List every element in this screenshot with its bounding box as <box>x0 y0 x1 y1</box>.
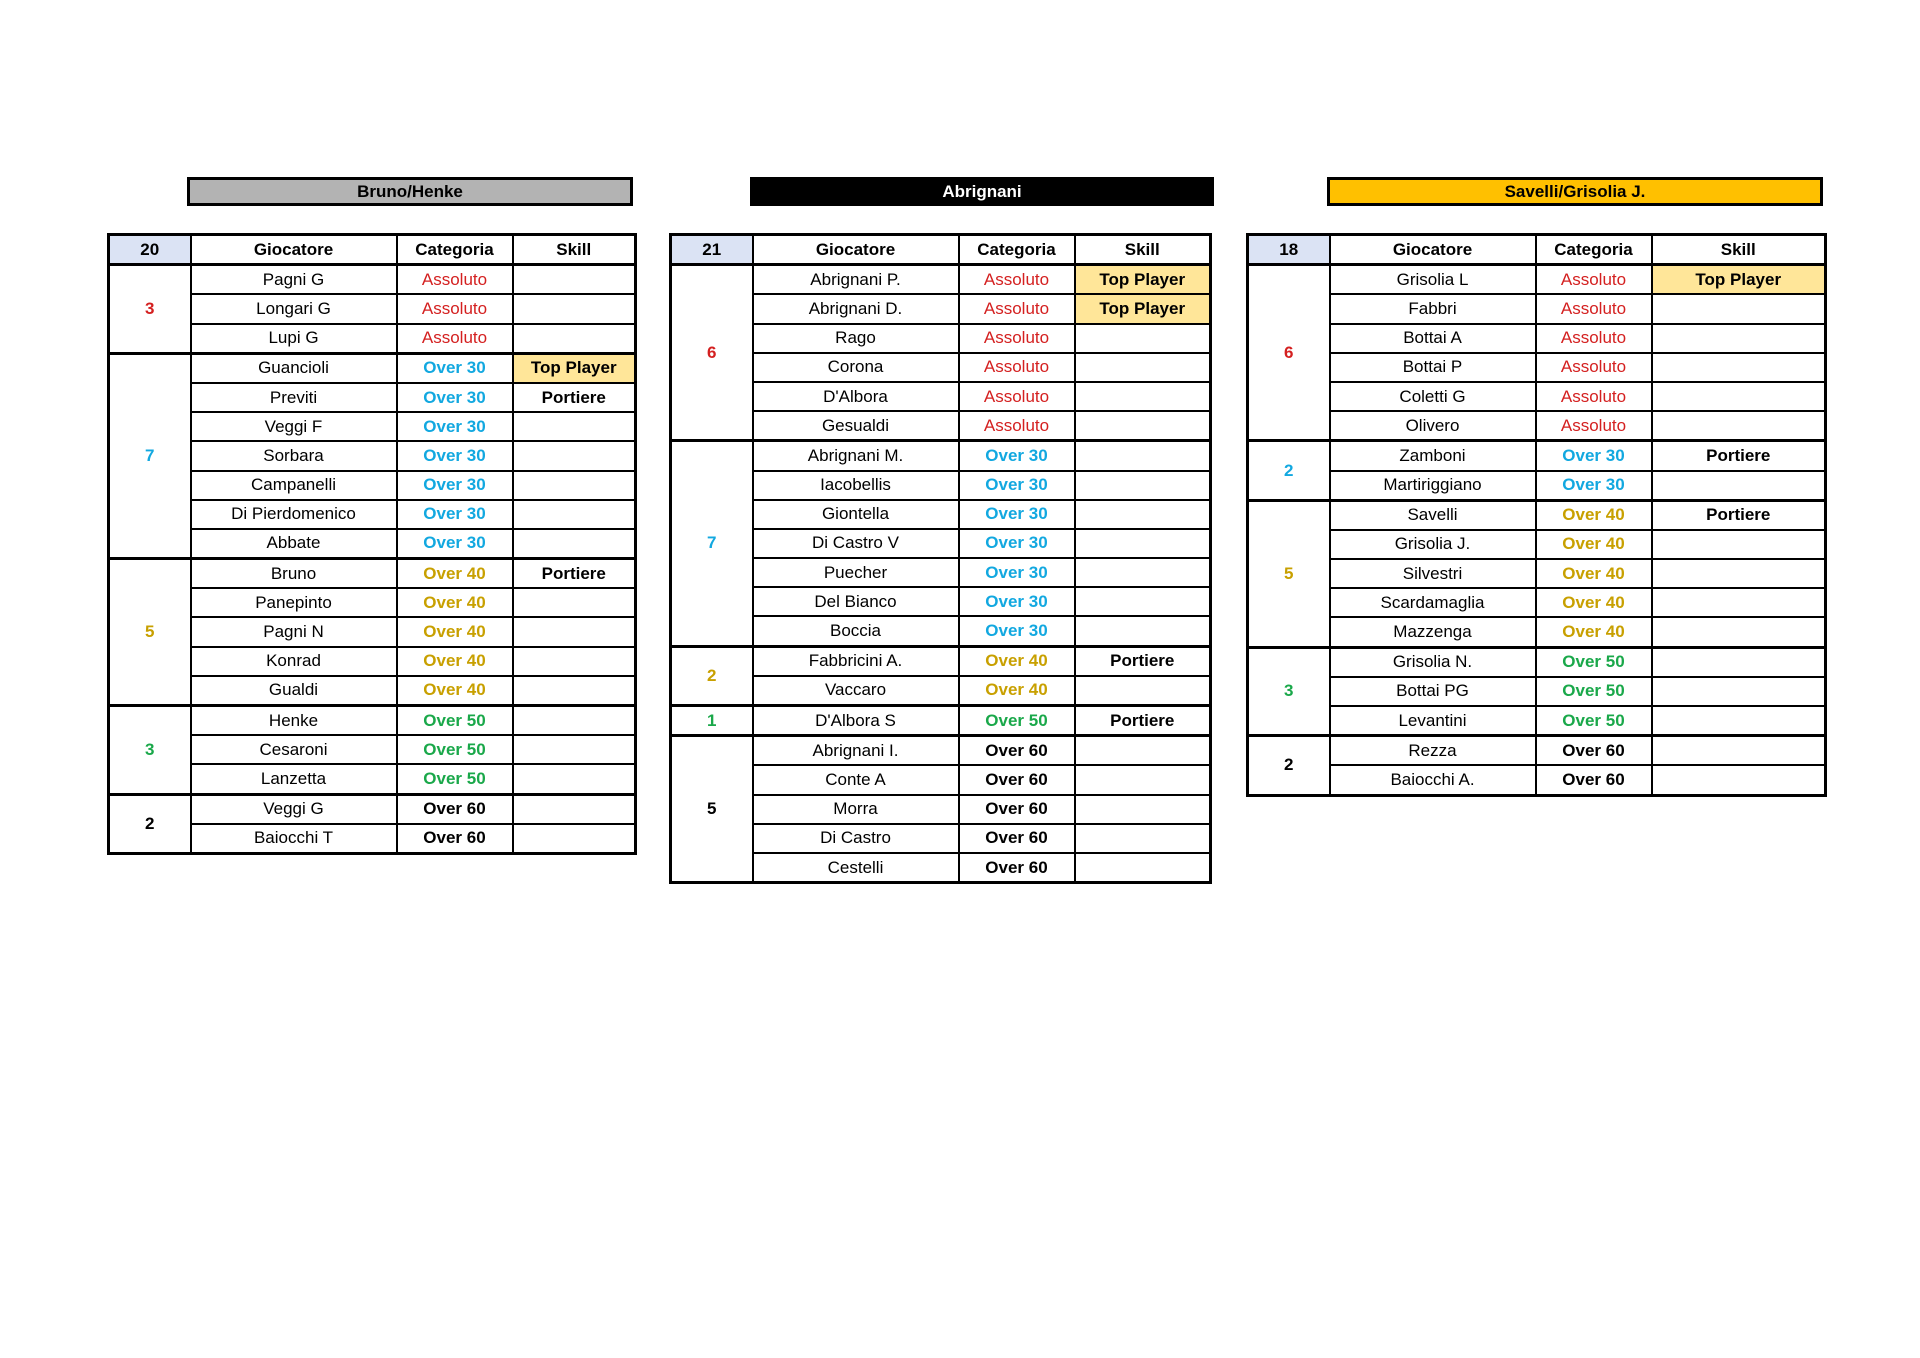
table-row <box>1248 559 1826 588</box>
player-category: Over 50 <box>1536 706 1652 736</box>
player-category: Assoluto <box>959 382 1075 411</box>
team-roster-table <box>107 233 637 855</box>
player-skill <box>513 471 636 500</box>
player-name: Veggi F <box>191 412 397 441</box>
player-name: Silvestri <box>1330 559 1536 588</box>
team-total: 18 <box>1248 235 1330 265</box>
player-skill: Portiere <box>1075 646 1211 676</box>
player-skill <box>1075 471 1211 500</box>
player-category: Over 30 <box>959 471 1075 500</box>
player-skill <box>1075 353 1211 382</box>
player-name: Olivero <box>1330 411 1536 441</box>
player-name: Previti <box>191 383 397 412</box>
player-name: Sorbara <box>191 441 397 470</box>
table-row <box>1248 411 1826 441</box>
player-name: Martiriggiano <box>1330 471 1536 501</box>
team-name: Abrignani <box>942 181 1022 201</box>
player-category: Over 60 <box>397 824 513 854</box>
table-row <box>1248 471 1826 501</box>
player-category: Over 40 <box>397 588 513 617</box>
table-row <box>1248 324 1826 353</box>
player-skill <box>1652 411 1826 441</box>
player-name: Iacobellis <box>753 471 959 500</box>
player-category: Over 50 <box>1536 677 1652 706</box>
player-category: Over 60 <box>1536 765 1652 795</box>
group-count: 2 <box>1248 736 1330 795</box>
player-skill <box>1652 588 1826 617</box>
player-skill <box>1075 500 1211 529</box>
group-count: 1 <box>671 706 753 736</box>
player-name: Baiocchi T <box>191 824 397 854</box>
table-row <box>1248 265 1826 295</box>
player-skill <box>1075 616 1211 646</box>
player-category: Over 30 <box>959 529 1075 558</box>
player-category: Over 30 <box>397 412 513 441</box>
table-row <box>1248 353 1826 382</box>
player-category: Over 30 <box>959 616 1075 646</box>
player-name: Cesaroni <box>191 735 397 764</box>
player-category: Over 30 <box>1536 441 1652 471</box>
player-skill: Portiere <box>1652 500 1826 530</box>
player-name: Grisolia J. <box>1330 530 1536 559</box>
table-row <box>1248 588 1826 617</box>
player-name: Henke <box>191 706 397 736</box>
team-total: 21 <box>671 235 753 265</box>
player-skill <box>513 824 636 854</box>
player-category: Assoluto <box>1536 353 1652 382</box>
player-category: Assoluto <box>397 324 513 354</box>
player-name: Grisolia L <box>1330 265 1536 295</box>
player-category: Over 30 <box>1536 471 1652 501</box>
player-skill <box>513 500 636 529</box>
player-name: D'Albora <box>753 382 959 411</box>
player-name: Scardamaglia <box>1330 588 1536 617</box>
player-category: Over 60 <box>959 765 1075 794</box>
player-name: Levantini <box>1330 706 1536 736</box>
table-row <box>1248 294 1826 323</box>
column-header-category: Categoria <box>1536 235 1652 265</box>
player-name: Abrignani P. <box>753 265 959 295</box>
table-row <box>109 559 636 589</box>
table-row <box>1248 530 1826 559</box>
table-row <box>1248 382 1826 411</box>
group-count: 3 <box>109 265 191 354</box>
table-row <box>1248 441 1826 471</box>
player-skill <box>1652 530 1826 559</box>
player-name: Di Pierdomenico <box>191 500 397 529</box>
player-skill <box>1075 558 1211 587</box>
player-category: Over 40 <box>959 646 1075 676</box>
player-category: Over 40 <box>1536 617 1652 647</box>
player-skill <box>1652 294 1826 323</box>
player-skill <box>1075 795 1211 824</box>
player-skill <box>1652 765 1826 795</box>
table-row <box>109 794 636 824</box>
table-row <box>109 706 636 736</box>
player-category: Over 60 <box>959 795 1075 824</box>
player-name: Veggi G <box>191 794 397 824</box>
player-skill: Top Player <box>1652 265 1826 295</box>
player-name: Fabbricini A. <box>753 646 959 676</box>
player-name: Campanelli <box>191 471 397 500</box>
team-header <box>187 177 633 206</box>
player-category: Assoluto <box>959 265 1075 295</box>
column-header-skill: Skill <box>513 235 636 265</box>
player-category: Over 40 <box>1536 559 1652 588</box>
player-name: Fabbri <box>1330 294 1536 323</box>
player-category: Over 40 <box>397 647 513 676</box>
table-row <box>1248 706 1826 736</box>
player-skill <box>1075 382 1211 411</box>
player-skill <box>1075 324 1211 353</box>
player-category: Assoluto <box>959 411 1075 441</box>
column-header-player: Giocatore <box>1330 235 1536 265</box>
player-category: Assoluto <box>397 294 513 323</box>
player-name: Abrignani M. <box>753 441 959 471</box>
player-skill <box>1652 647 1826 677</box>
player-category: Over 40 <box>397 559 513 589</box>
player-skill: Portiere <box>1075 706 1211 736</box>
table-row <box>671 646 1211 676</box>
player-category: Over 50 <box>397 735 513 764</box>
table-row <box>671 441 1211 471</box>
player-name: Cestelli <box>753 853 959 883</box>
player-category: Over 30 <box>397 500 513 529</box>
player-category: Over 50 <box>959 706 1075 736</box>
team-roster-table <box>1246 233 1827 797</box>
player-skill <box>1652 736 1826 766</box>
player-name: Gualdi <box>191 676 397 706</box>
player-skill: Top Player <box>1075 265 1211 295</box>
player-skill <box>513 324 636 354</box>
player-skill <box>1652 471 1826 501</box>
group-count: 5 <box>671 736 753 883</box>
player-name: Morra <box>753 795 959 824</box>
player-name: Pagni G <box>191 265 397 295</box>
player-skill <box>513 588 636 617</box>
player-category: Over 40 <box>1536 530 1652 559</box>
player-category: Over 60 <box>1536 736 1652 766</box>
player-skill: Portiere <box>1652 441 1826 471</box>
group-count: 2 <box>1248 441 1330 500</box>
team-name: Bruno/Henke <box>357 181 463 201</box>
player-name: Coletti G <box>1330 382 1536 411</box>
group-count: 3 <box>109 706 191 795</box>
player-skill <box>513 647 636 676</box>
player-name: Pagni N <box>191 617 397 646</box>
player-category: Over 60 <box>959 824 1075 853</box>
player-name: Boccia <box>753 616 959 646</box>
group-count: 7 <box>671 441 753 646</box>
table-row <box>1248 647 1826 677</box>
player-category: Over 30 <box>959 558 1075 587</box>
player-category: Assoluto <box>959 324 1075 353</box>
player-name: Grisolia N. <box>1330 647 1536 677</box>
team-name: Savelli/Grisolia J. <box>1504 181 1646 201</box>
player-name: Di Castro <box>753 824 959 853</box>
player-name: Gesualdi <box>753 411 959 441</box>
table-row <box>109 265 636 295</box>
player-name: Lanzetta <box>191 764 397 794</box>
player-name: Corona <box>753 353 959 382</box>
player-category: Over 30 <box>397 529 513 559</box>
player-category: Over 30 <box>397 471 513 500</box>
player-name: Rago <box>753 324 959 353</box>
group-count: 3 <box>1248 647 1330 736</box>
player-category: Over 30 <box>959 587 1075 616</box>
player-skill <box>1652 324 1826 353</box>
player-name: Conte A <box>753 765 959 794</box>
player-skill <box>1075 529 1211 558</box>
player-name: Del Bianco <box>753 587 959 616</box>
player-skill <box>513 441 636 470</box>
player-name: Zamboni <box>1330 441 1536 471</box>
player-category: Over 40 <box>959 676 1075 706</box>
player-name: Di Castro V <box>753 529 959 558</box>
column-header-skill: Skill <box>1075 235 1211 265</box>
player-name: Guancioli <box>191 353 397 383</box>
table-row <box>671 265 1211 295</box>
player-skill <box>1075 441 1211 471</box>
player-skill: Portiere <box>513 559 636 589</box>
player-name: Bottai PG <box>1330 677 1536 706</box>
player-skill <box>513 412 636 441</box>
player-skill <box>513 735 636 764</box>
player-category: Over 30 <box>397 383 513 412</box>
player-name: Lupi G <box>191 324 397 354</box>
group-count: 2 <box>671 646 753 705</box>
player-category: Assoluto <box>1536 294 1652 323</box>
player-name: Bottai A <box>1330 324 1536 353</box>
player-skill <box>513 294 636 323</box>
table-row <box>1248 677 1826 706</box>
column-header-player: Giocatore <box>753 235 959 265</box>
player-skill <box>1075 824 1211 853</box>
team-roster-table <box>669 233 1212 884</box>
group-count: 6 <box>1248 265 1330 441</box>
team-total: 20 <box>109 235 191 265</box>
player-skill <box>1075 765 1211 794</box>
table-row <box>1248 736 1826 766</box>
table-row <box>671 736 1211 766</box>
player-category: Assoluto <box>1536 411 1652 441</box>
table-row <box>671 706 1211 736</box>
player-skill <box>513 676 636 706</box>
player-category: Over 30 <box>397 441 513 470</box>
player-skill <box>1652 617 1826 647</box>
player-category: Over 40 <box>397 676 513 706</box>
column-header-player: Giocatore <box>191 235 397 265</box>
player-skill <box>513 617 636 646</box>
player-skill <box>1652 353 1826 382</box>
player-category: Over 30 <box>959 500 1075 529</box>
player-category: Over 40 <box>397 617 513 646</box>
player-name: Rezza <box>1330 736 1536 766</box>
player-skill <box>513 764 636 794</box>
player-category: Over 60 <box>397 794 513 824</box>
player-name: Longari G <box>191 294 397 323</box>
player-category: Over 30 <box>959 441 1075 471</box>
table-header-row <box>1248 235 1826 265</box>
player-skill <box>513 265 636 295</box>
group-count: 5 <box>1248 500 1330 647</box>
player-category: Over 50 <box>397 706 513 736</box>
group-count: 5 <box>109 559 191 706</box>
player-name: Baiocchi A. <box>1330 765 1536 795</box>
player-skill <box>1075 411 1211 441</box>
player-name: Puecher <box>753 558 959 587</box>
player-skill: Top Player <box>1075 294 1211 323</box>
player-skill <box>1075 676 1211 706</box>
player-skill <box>513 794 636 824</box>
player-category: Assoluto <box>959 353 1075 382</box>
player-skill <box>1075 587 1211 616</box>
player-category: Over 40 <box>1536 588 1652 617</box>
group-count: 2 <box>109 794 191 853</box>
player-skill <box>1652 559 1826 588</box>
column-header-category: Categoria <box>397 235 513 265</box>
player-skill: Portiere <box>513 383 636 412</box>
team-header <box>750 177 1214 206</box>
player-category: Over 50 <box>397 764 513 794</box>
column-header-category: Categoria <box>959 235 1075 265</box>
player-name: Bottai P <box>1330 353 1536 382</box>
player-name: Mazzenga <box>1330 617 1536 647</box>
player-name: Panepinto <box>191 588 397 617</box>
player-skill: Top Player <box>513 353 636 383</box>
player-category: Assoluto <box>1536 382 1652 411</box>
player-name: Abrignani I. <box>753 736 959 766</box>
table-row <box>1248 500 1826 530</box>
player-category: Over 60 <box>959 736 1075 766</box>
player-name: Vaccaro <box>753 676 959 706</box>
player-category: Over 40 <box>1536 500 1652 530</box>
player-skill <box>1075 736 1211 766</box>
table-row <box>109 353 636 383</box>
player-category: Assoluto <box>1536 324 1652 353</box>
player-category: Over 60 <box>959 853 1075 883</box>
player-name: Konrad <box>191 647 397 676</box>
group-count: 7 <box>109 353 191 558</box>
player-name: Giontella <box>753 500 959 529</box>
player-category: Assoluto <box>959 294 1075 323</box>
player-skill <box>513 706 636 736</box>
player-skill <box>513 529 636 559</box>
table-header-row <box>671 235 1211 265</box>
player-category: Over 50 <box>1536 647 1652 677</box>
player-skill <box>1075 853 1211 883</box>
player-name: D'Albora S <box>753 706 959 736</box>
player-name: Abbate <box>191 529 397 559</box>
player-category: Assoluto <box>397 265 513 295</box>
table-header-row <box>109 235 636 265</box>
player-category: Over 30 <box>397 353 513 383</box>
player-category: Assoluto <box>1536 265 1652 295</box>
group-count: 6 <box>671 265 753 441</box>
player-name: Bruno <box>191 559 397 589</box>
player-skill <box>1652 677 1826 706</box>
player-name: Savelli <box>1330 500 1536 530</box>
player-skill <box>1652 382 1826 411</box>
player-skill <box>1652 706 1826 736</box>
team-header <box>1327 177 1823 206</box>
table-row <box>1248 617 1826 647</box>
column-header-skill: Skill <box>1652 235 1826 265</box>
player-name: Abrignani D. <box>753 294 959 323</box>
table-row <box>1248 765 1826 795</box>
